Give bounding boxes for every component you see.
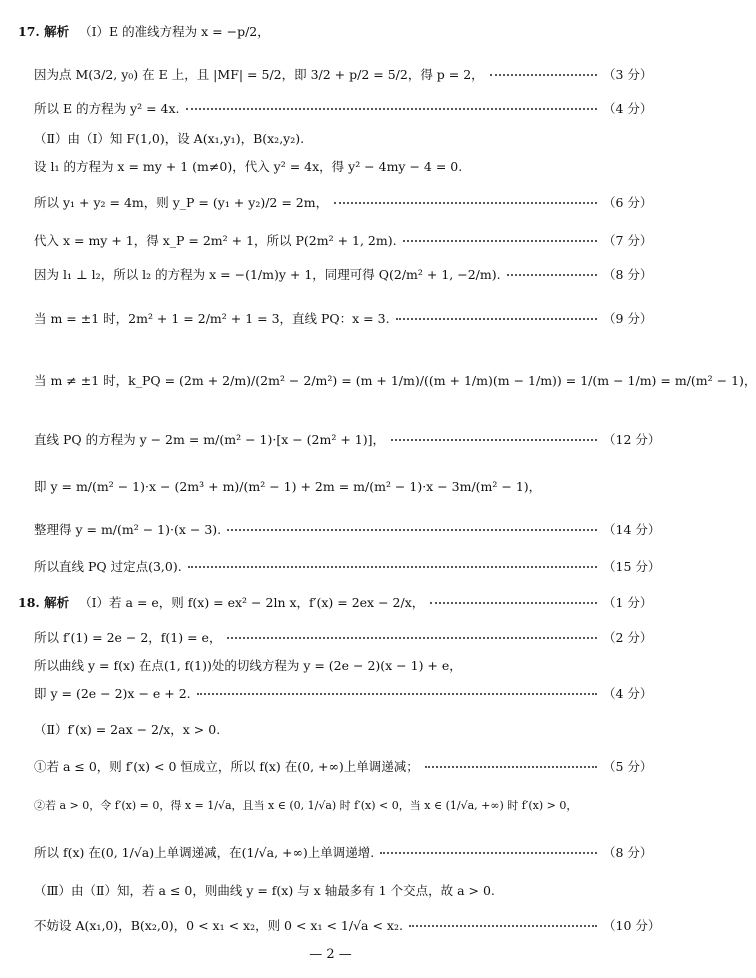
q17-text: 当 m ≠ ±1 时，k_PQ = (2m + 2/m)/(2m² − 2/m²) = (m + 1/m)/((m + 1/m)(m − 1/m)) = 1/(m − 1/m) = m/(m² − 1)， xyxy=(34,373,756,388)
q18-line-7 xyxy=(34,797,647,813)
q17-text: 所以 E 的方程为 y² = 4x. xyxy=(34,101,180,116)
q17-line-3 xyxy=(34,99,653,117)
leader-dots xyxy=(227,523,597,531)
leader-dots xyxy=(403,234,597,242)
q18-text: 即 y = (2e − 2)x − e + 2. xyxy=(34,686,191,701)
q17-text: 整理得 y = m/(m² − 1)·(x − 3). xyxy=(34,522,222,537)
q17-text: 设 l₁ 的方程为 x = my + 1 (m≠0)，代入 y² = 4x，得 y² − 4my − 4 = 0. xyxy=(34,159,463,174)
q17-line-7 xyxy=(34,231,653,249)
q18-text: 不妨设 A(x₁,0)，B(x₂,0)，0 < x₁ < x₂，则 0 < x₁ < 1/√a < x₂. xyxy=(34,918,403,933)
score-label: （8 分） xyxy=(603,845,653,860)
score-label: （4 分） xyxy=(603,686,653,701)
q17-text: 所以 y₁ + y₂ = 4m，则 y_P = (y₁ + y₂)/2 = 2m， xyxy=(34,195,329,210)
leader-dots xyxy=(380,846,597,854)
q18-line-8 xyxy=(34,843,653,861)
q17-text: 即 y = m/(m² − 1)·x − (2m³ + m)/(m² − 1) + 2m = m/(m² − 1)·x − 3m/(m² − 1)， xyxy=(34,479,542,494)
leader-dots xyxy=(188,560,597,568)
q17-line-4 xyxy=(34,129,647,147)
q18-line-2 xyxy=(34,628,653,646)
q17-line-5 xyxy=(34,157,647,175)
q18-line-4 xyxy=(34,684,653,702)
score-label: （8 分） xyxy=(603,267,653,282)
score-label: （3 分） xyxy=(603,67,653,82)
q18-text: 所以 f(x) 在(0, 1/√a)上单调递减，在(1/√a, +∞)上单调递增. xyxy=(34,845,375,860)
score-label: （1 分） xyxy=(603,595,653,610)
q17-line-10 xyxy=(34,371,756,389)
leader-dots xyxy=(409,919,597,927)
q17-text: （Ⅱ）由（Ⅰ）知 F(1,0)，设 A(x₁,y₁)，B(x₂,y₂). xyxy=(34,131,305,146)
q17-text: 代入 x = my + 1，得 x_P = 2m² + 1，所以 P(2m² + 1, 2m). xyxy=(34,233,397,248)
q17-text: 直线 PQ 的方程为 y − 2m = m/(m² − 1)·[x − (2m² + 1)]， xyxy=(34,432,385,447)
q18-line-10 xyxy=(34,916,661,934)
score-label: （6 分） xyxy=(603,195,653,210)
q17-text: 因为 l₁ ⊥ l₂，所以 l₂ 的方程为 x = −(1/m)y + 1，同理可得 Q(2/m² + 1, −2/m). xyxy=(34,267,501,282)
q17-text: （Ⅰ）E 的准线方程为 x = −p/2， xyxy=(79,24,270,39)
leader-dots xyxy=(396,312,597,320)
q17-line-14 xyxy=(34,557,661,575)
score-label: （5 分） xyxy=(603,759,653,774)
q18-text: ②若 a > 0，令 f′(x) = 0，得 x = 1/√a，且当 x ∈ (0, 1/√a) 时 f′(x) < 0，当 x ∈ (1/√a, +∞) 时 f′(x) > 0， xyxy=(34,799,578,812)
q18-text: （Ⅰ）若 a = e，则 f(x) = ex² − 2ln x，f′(x) = 2ex − 2/x， xyxy=(79,595,425,610)
q17-line-13 xyxy=(34,520,661,538)
q17-line-1 xyxy=(18,22,647,40)
q17-line-2 xyxy=(34,65,653,83)
q18-line-5 xyxy=(34,720,647,738)
page-number: — 2 — xyxy=(309,947,352,962)
leader-dots xyxy=(507,268,597,276)
q18-text: （Ⅱ）f′(x) = 2ax − 2/x，x > 0. xyxy=(34,722,221,737)
q17-text: 所以直线 PQ 过定点(3,0). xyxy=(34,559,182,574)
q18-text: ①若 a ≤ 0，则 f′(x) < 0 恒成立，所以 f(x) 在(0, +∞)上单调递减； xyxy=(34,759,419,774)
q18-line-6 xyxy=(34,757,653,775)
leader-dots xyxy=(227,631,597,639)
q17-line-8 xyxy=(34,265,653,283)
score-label: （9 分） xyxy=(603,311,653,326)
score-label: （15 分） xyxy=(603,559,661,574)
q18-text: 所以 f′(1) = 2e − 2，f(1) = e， xyxy=(34,630,222,645)
score-label: （7 分） xyxy=(603,233,653,248)
score-label: （10 分） xyxy=(603,918,661,933)
score-label: （2 分） xyxy=(603,630,653,645)
q18-line-3 xyxy=(34,656,647,674)
leader-dots xyxy=(490,68,597,76)
score-label: （14 分） xyxy=(603,522,661,537)
q18-text: （Ⅲ）由（Ⅱ）知，若 a ≤ 0，则曲线 y = f(x) 与 x 轴最多有 1 个交点，故 a > 0. xyxy=(34,883,495,898)
q17-line-9 xyxy=(34,309,653,327)
score-label: （4 分） xyxy=(603,101,653,116)
q18-line-9 xyxy=(34,881,647,899)
q17-heading: 17. 解析 xyxy=(18,24,70,39)
q18-line-1 xyxy=(18,593,653,611)
q18-text: 所以曲线 y = f(x) 在点(1, f(1))处的切线方程为 y = (2e − 2)(x − 1) + e， xyxy=(34,658,462,673)
leader-dots xyxy=(430,596,597,604)
leader-dots xyxy=(197,687,597,695)
leader-dots xyxy=(186,102,597,110)
q17-line-12 xyxy=(34,477,647,495)
score-label: （12 分） xyxy=(603,432,661,447)
leader-dots xyxy=(425,760,597,768)
q17-line-6 xyxy=(34,193,653,211)
q18-heading: 18. 解析 xyxy=(18,595,70,610)
leader-dots xyxy=(334,196,597,204)
leader-dots xyxy=(391,433,597,441)
q17-text: 因为点 M(3/2, y₀) 在 E 上，且 |MF| = 5/2，即 3/2 + p/2 = 5/2，得 p = 2， xyxy=(34,67,484,82)
q17-line-11 xyxy=(34,430,661,448)
q17-text: 当 m = ±1 时，2m² + 1 = 2/m² + 1 = 3，直线 PQ：x = 3. xyxy=(34,311,390,326)
